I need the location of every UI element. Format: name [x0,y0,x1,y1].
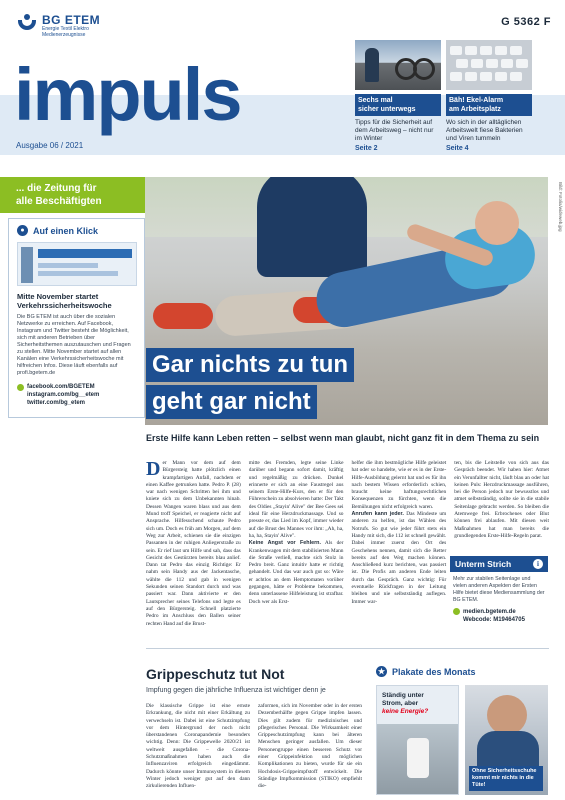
info-box-unterm-strich [450,556,548,624]
bg-etem-logo-icon [18,14,36,32]
teaser-page-link[interactable]: Seite 2 [355,145,378,152]
bg-etem-logo [18,14,100,38]
org-sub-1: Energie Textil Elektro [42,26,89,32]
article-column-2: mitte des Fremden, legte seine Linke darüber und begann sofort damit, kräftig und regelmäßig zu drücken. Dunkel erinnerte er sich an eine Faustregel aus seinem Erste-Hilfe-Kurs, den er für den Führerschein zu absolvieren hatte: Der Takt des Oldies „Stayin' Alive" der Bee Gees sei ideal für eine Herzdruckmassage. Und so presste er, das Lied im Kopf, immer wieder auf die Brust des Mannes vor ihm: „Ah, ha, ha, ha, Stayin' Alive". Keine Angst vor Fehlern. Als der Krankenwagen mit dem stabilisierten Mann die Straße verließ, machte sich Stolz in Pedro breit. Ganz intuitiv hatte er richtig gehandelt. Und das war auch gut so: Wäre er achtlos an dem Hemptomaten vorüber gegangen, hätte er Probleme bekommen, denn unterlassene Hilfeleistung ist strafbar. Doch wer als Erst- [248,460,344,605]
issue-number: Ausgabe 06 / 2021 [16,141,84,150]
teaser-arbeitsweg[interactable] [355,40,441,152]
article-2-title: Grippeschutz tut Not [146,666,285,682]
info-box-heading: Unterm Strich i [450,556,548,572]
sidebar-social-box [8,218,145,418]
website-screenshot-icon [17,242,137,286]
teaser-kicker: Bäh! Ekel-Alarm am Arbeitsplatz [446,94,532,116]
info-box-body: Mehr zur stabilen Seitenlage und vielen anderen Aspekten der Ersten Hilfe bietet diese Mediensammlung der BG ETEM. [453,576,545,603]
article-2-column-1: Die klassische Grippe ist eine ernste Erkrankung, die nicht mit einer Erkältung zu verwechseln ist. Dabei ist eine Schutzimpfung vor dem Hintergrund der noch nicht überstandenen Coronapandemie besonders wichtig. Denn: Die Grippewelle 2020/21 ist weltweit ausgefallen – die Corona-Schutzmaßnahmen haben auch die Influenzaviren erfolgreich eingedämmt. Dadurch könnte unser Immunsystem in diesem Winter jedoch weniger gut auf den dann zirkulierenden Influen- [146,703,250,790]
article-column-3: helfer die ihm bestmögliche Hilfe geleistet hat oder so handelte, wie er es in der Erste-Hilfe-Ausbildung gelernt hat und es für ihn nach bestem Wissen erforderlich schien, braucht keine haftungsrechtlichen Konsequenzen zu fürchten, wenn die Bemühungen nicht erfolgreich waren. Anrufen kann jeder. Das Mindeste um anderen zu helfen, ist das Wählen des Notrufs. So gut wie jeder führt stets ein Handy mit sich, die 112 ist schnell gewählt. Dabei immer zuerst den Ort des Geschehens nennen, damit sich die Retter bereits auf den Weg machen können. Anschließend kurz berichten, was passiert ist. Die Profis am anderen Ende leiten durch das Gespräch. Ganz wichtig: Für eventuelle Rückfragen in der Leitung bleiben und nie selbstständig auflegen. Immer war- [351,460,447,605]
article-column-1: D er Mann vor dem auf dem Bürgersteig hatte plötzlich einen krampfartigen Anfall, nachdem er einen Kaffee getrunken hatte. Pedro P. (28) war nach wenigen Schritten bei ihm und kniete sich zu dem Unbekannten hinab. Dessen Wangen waren blass und aus dem Mund troff Speichel, er reagierte nicht auf Ansprache. Hilfesuchend schaute Pedro sich um. Doch es früh am Morgen, auf dem Weg zur Arbeit, schienen sie die einzigen Passanten in der ruhigen Anliegerstraße zu sein. Er rief laut um Hilfe und sah, dass das Gesicht des Gestürzten bereits blau anlief. Dann tat Pedro das einzig Richtige: Er nahm sein Handy aus der Jackentasche, wählte die 112 und gab in wenigen Sekunden seinen Standort durch und was passiert war. Dann aktivierte er den Lautsprecher seines Telefons und legte es auf den Bürgersteig. Schnell platzierte Pedro im Anschluss den Ballen seiner rechten Hand auf die Brust- [146,458,241,627]
shoe-icon [153,303,213,329]
photo-credit: Bild: Fotolia/wideweb.jpg [558,182,563,232]
cursor-click-icon: ● [17,225,28,236]
instagram-link[interactable]: instagram.com/bg__etem [27,392,100,398]
tagline-banner: ... die Zeitung für alle Beschäftigten [0,177,153,213]
article-2-subtitle: Impfung gegen die jährliche Influenza ist wichtiger denn je [146,687,326,694]
article-flu [146,703,362,791]
sidebar-links [17,383,136,407]
hero-headline [146,348,354,422]
sidebar-title: Mitte November startet Verkehrssicherheitswoche [17,292,112,310]
dropcap: D [146,458,161,480]
sidebar-body: Die BG ETEM ist auch über die sozialen Netzwerke zu erreichen. Auf Facebook, Instagram und Twitter besteht die Möglichkeit, sich mit anderen Betrieben über Sicherheitsthemen auszutauschen und Fragen zu stellen. Mitte November startet auf allen Kanälen eine Verkehrssicherheitswoche mit hilfreichen Infos. Diese läuft ebenfalls auf profi.bgetem.de [17,314,131,376]
hero-subhead: Erste Hilfe kann Leben retten – selbst wenn man glaubt, nicht ganz fit in dem Thema zu sein [146,433,540,443]
teaser-ekel-alarm[interactable] [446,40,532,152]
page-header [0,0,565,160]
headline-line-2: geht gar nicht [146,385,317,419]
section-divider [146,648,549,649]
section-lead: Anrufen kann jeder. [351,511,404,518]
masthead-title: impuls [14,53,241,136]
webcode: Webcode: M19464705 [463,617,525,623]
teaser-page-link[interactable]: Seite 4 [446,145,469,152]
worker-head [487,695,527,735]
poster-energy[interactable]: Ständig unter Strom, aber keine Energie? [376,685,459,795]
teaser-text: Tipps für die Sicherheit auf dem Arbeitsweg – nicht nur im Winter [355,119,434,142]
org-sub-2: Medienerzeugnisse [42,32,86,38]
keyboard-photo-icon [446,40,532,90]
info-icon: i [533,559,543,569]
posters-of-month [376,666,548,795]
sidebar-heading: ● Auf einen Klick [17,225,136,236]
patient-head [475,201,519,245]
article-column-4: ten, bis die Leitstelle von sich aus das Gespräch beendet. Wir haben hier: Atmet ein Verunfallter nicht, läuft blau an oder hat keinen Puls: Herzdruckmassage ausführen, bei die Person jedoch nur bewusstlos und atmet selbstständig, sollte sie in die stabile Seitenlage gebracht werden. So bleiben die Atemwege frei. Erbrochenes oder Blut können frei ablaufen. Mit diesen weit Maßnahmen hat man bereits die grundlegenden Erste-Hilfe-Regeln parat. [454,460,549,539]
posters-heading: ★ Plakate des Monats [377,666,476,677]
org-name: BG ETEM [42,13,101,27]
road-cyclist-photo-icon [355,40,441,90]
star-icon: ★ [377,667,386,676]
twitter-link[interactable]: twitter.com/bg_etem [27,400,86,406]
link-icon [453,608,460,615]
poster-safety-shoes[interactable] [465,685,548,795]
teaser-kicker: Sechs mal sicher unterwegs [355,94,441,116]
section-lead: Keine Angst vor Fehlern. [248,540,321,547]
medien-link[interactable]: medien.bgetem.de [463,609,516,615]
plug-icon [377,724,459,795]
facebook-link[interactable]: facebook.com/BGETEM [27,384,95,390]
issn-number: G 5362 F [501,16,551,28]
first-aider-figure [257,177,367,277]
teaser-text: Wo sich in der alltäglichen Arbeitswelt fiese Bakterien und Viren tummeln [446,119,523,142]
info-box-links [450,608,548,624]
headline-line-1: Gar nichts zu tun [146,348,354,382]
link-icon [17,384,24,391]
poster-caption: Ohne Sicherheitsschuhe kommt mir nichts in die Tüte! [469,766,543,791]
article-2-column-2: zaformen, sich im November oder in der ersten Dezemberhälfte gegen Grippe impfen lassen. Dies gilt zudem für medizinisches und pflegerisches Personal. Die Wirksamkeit einer Grippeschutzimpfung kann bei älteren Menschen geringer ausfallen. Um dieser Personengruppe einen besseren Schutz vor einer Grippeinfektion und möglichen Komplikationen zu bieten, wurde für sie ein Hochdosis-Grippeimpfstoff entwickelt. Die Ständige Impfkommission (STIKO) empfiehlt die- [258,703,362,790]
